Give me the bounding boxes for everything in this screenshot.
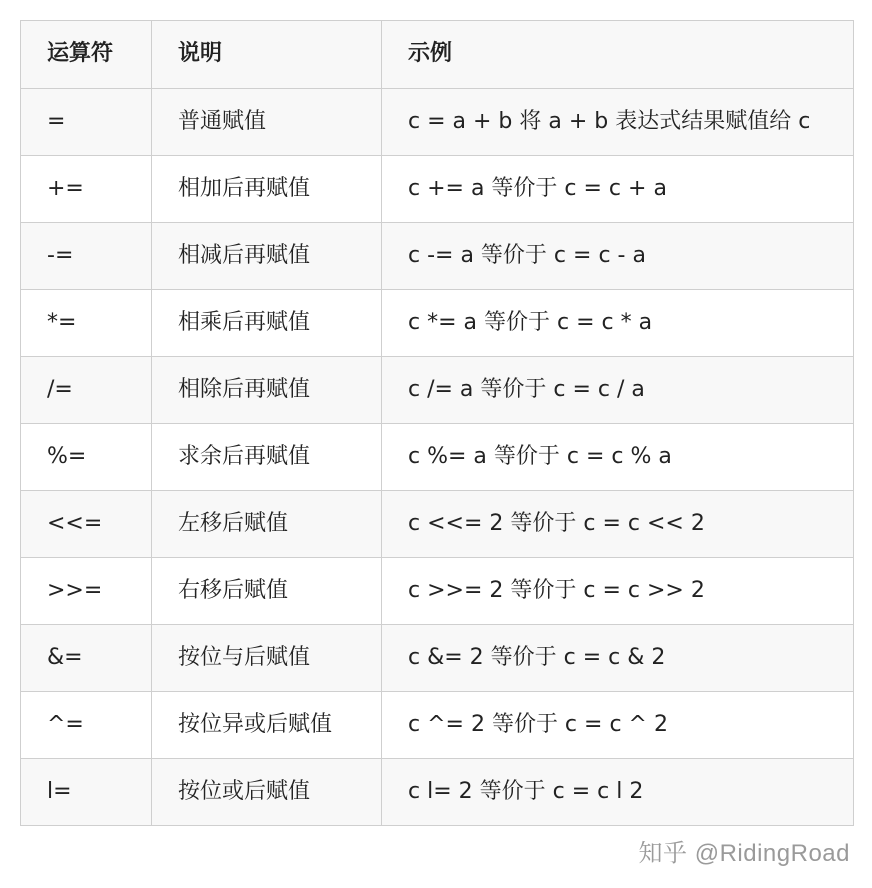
table-row xyxy=(21,759,854,826)
description-cell: 按位或后赋值 xyxy=(152,759,382,826)
table-row xyxy=(21,223,854,290)
table-row xyxy=(21,290,854,357)
assignment-operator-table xyxy=(20,20,854,826)
example-cell: c <<= 2 等价于 c = c << 2 xyxy=(382,491,854,558)
description-cell: 相除后再赋值 xyxy=(152,357,382,424)
operator-cell: *= xyxy=(21,290,152,357)
example-cell: c &= 2 等价于 c = c & 2 xyxy=(382,625,854,692)
table-row xyxy=(21,491,854,558)
operator-cell: >>= xyxy=(21,558,152,625)
header-description: 说明 xyxy=(152,21,382,89)
table-row xyxy=(21,558,854,625)
description-cell: 相加后再赋值 xyxy=(152,156,382,223)
operator-cell: &= xyxy=(21,625,152,692)
operator-cell: += xyxy=(21,156,152,223)
description-cell: 按位异或后赋值 xyxy=(152,692,382,759)
operator-cell: ^= xyxy=(21,692,152,759)
operator-table-container xyxy=(20,20,853,826)
operator-cell: l= xyxy=(21,759,152,826)
operator-cell: <<= xyxy=(21,491,152,558)
table-row xyxy=(21,89,854,156)
description-cell: 求余后再赋值 xyxy=(152,424,382,491)
description-cell: 相乘后再赋值 xyxy=(152,290,382,357)
table-row xyxy=(21,692,854,759)
table-row xyxy=(21,156,854,223)
example-cell: c += a 等价于 c = c + a xyxy=(382,156,854,223)
description-cell: 相减后再赋值 xyxy=(152,223,382,290)
table-row xyxy=(21,625,854,692)
table-row xyxy=(21,424,854,491)
description-cell: 按位与后赋值 xyxy=(152,625,382,692)
operator-cell: = xyxy=(21,89,152,156)
example-cell: c /= a 等价于 c = c / a xyxy=(382,357,854,424)
operator-cell: %= xyxy=(21,424,152,491)
description-cell: 右移后赋值 xyxy=(152,558,382,625)
description-cell: 普通赋值 xyxy=(152,89,382,156)
example-cell: c ^= 2 等价于 c = c ^ 2 xyxy=(382,692,854,759)
example-cell: c >>= 2 等价于 c = c >> 2 xyxy=(382,558,854,625)
header-operator: 运算符 xyxy=(21,21,152,89)
zhihu-watermark: 知乎 @RidingRoad xyxy=(638,840,850,867)
example-cell: c -= a 等价于 c = c - a xyxy=(382,223,854,290)
table-row xyxy=(21,357,854,424)
example-cell: c %= a 等价于 c = c % a xyxy=(382,424,854,491)
example-cell: c = a + b 将 a + b 表达式结果赋值给 c xyxy=(382,89,854,156)
example-cell: c l= 2 等价于 c = c l 2 xyxy=(382,759,854,826)
description-cell: 左移后赋值 xyxy=(152,491,382,558)
table-header-row xyxy=(21,21,854,89)
header-example: 示例 xyxy=(382,21,854,89)
operator-cell: -= xyxy=(21,223,152,290)
example-cell: c *= a 等价于 c = c * a xyxy=(382,290,854,357)
operator-cell: /= xyxy=(21,357,152,424)
